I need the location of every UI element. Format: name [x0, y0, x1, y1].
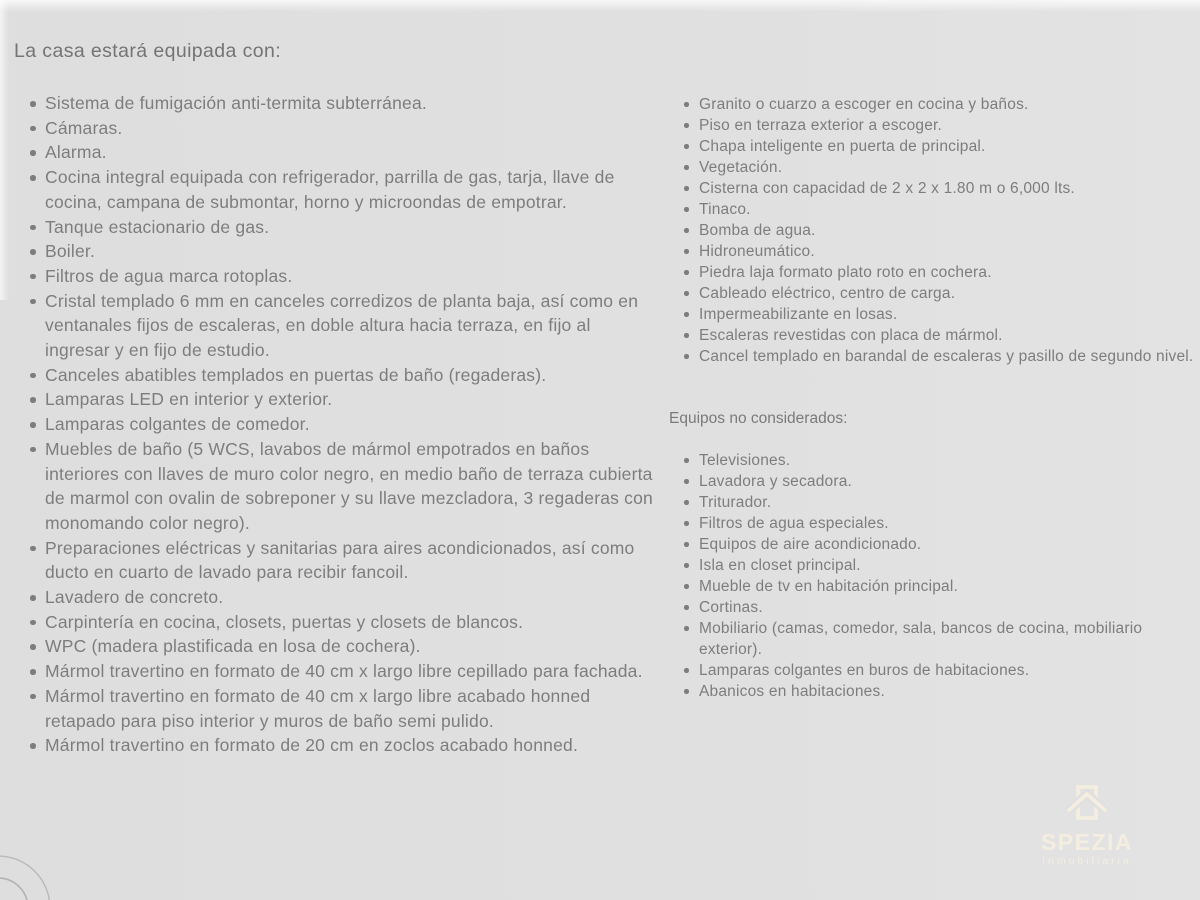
list-item [28, 387, 660, 412]
list-item [28, 437, 660, 536]
list-item-text: Muebles de baño (5 WCS, lavabos de mármol empotrados en baños interiores con llaves de muro color negro, en medio baño de terraza cubierta de marmol con ovalin de sobreponer y su llave mezcladora, 3 regaderas con monomando color negro). [45, 438, 653, 533]
list-item-text: Piedra laja formato plato roto en cochera. [699, 264, 992, 281]
list-item-text: Mueble de tv en habitación principal. [699, 578, 959, 595]
list-item-text: Impermeabilizante en losas. [699, 306, 898, 323]
list-item [682, 199, 1196, 220]
list-item [682, 241, 1196, 262]
list-item-text: Cocina integral equipada con refrigerador, parrilla de gas, tarja, llave de cocina, campana de submontar, horno y microondas de empotrar. [45, 167, 615, 212]
list-item-text: Lamparas colgantes en buros de habitaciones. [699, 662, 1030, 679]
list-item-text: Tanque estacionario de gas. [45, 216, 270, 237]
list-item [682, 115, 1196, 136]
list-item-text: Hidroneumático. [699, 243, 815, 260]
list-item [28, 264, 660, 289]
list-item-text: Boiler. [45, 241, 96, 262]
list-item [28, 733, 660, 758]
list-item [682, 346, 1196, 367]
list-item [682, 555, 1196, 576]
list-item [682, 597, 1196, 618]
list-item [28, 363, 660, 388]
list-item-text: Lamparas LED en interior y exterior. [45, 389, 333, 410]
list-item [682, 178, 1196, 199]
equipped-list [28, 91, 660, 758]
not-included-list [682, 450, 1196, 702]
list-item [682, 157, 1196, 178]
list-item [28, 116, 660, 141]
list-item [682, 304, 1196, 325]
list-item-text: Lavadero de concreto. [45, 587, 224, 608]
list-item-text: Mármol travertino en formato de 40 cm x largo libre cepillado para fachada. [45, 661, 643, 682]
list-item-text: Cortinas. [699, 599, 763, 616]
list-item [28, 585, 660, 610]
list-item [682, 136, 1196, 157]
included-list [682, 94, 1196, 367]
list-item-text: Preparaciones eléctricas y sanitarias para aires acondicionados, así como ducto en cuarto de lavado para recibir fancoil. [45, 537, 635, 583]
list-item-text: Tinaco. [699, 201, 751, 218]
not-included-title: Equipos no considerados: [669, 410, 848, 427]
list-item-text: Carpintería en cocina, closets, puertas y closets de blancos. [45, 611, 524, 632]
list-item [682, 325, 1196, 346]
list-item-text: Cancel templado en barandal de escaleras y pasillo de segundo nivel. [699, 348, 1194, 365]
list-item [682, 492, 1196, 513]
list-item [682, 450, 1196, 471]
list-item-text: Filtros de agua marca rotoplas. [45, 265, 293, 286]
logo-subtitle-text: Inmobiliaria [1042, 855, 1132, 867]
list-item [28, 536, 660, 585]
corner-arc-decoration [0, 840, 64, 900]
list-item-text: WPC (madera plastificada en losa de cochera). [45, 636, 421, 657]
list-item [682, 262, 1196, 283]
list-item [682, 283, 1196, 304]
list-item-text: Mármol travertino en formato de 20 cm en zoclos acabado honned. [45, 735, 579, 756]
list-item-text: Abanicos en habitaciones. [699, 683, 885, 700]
right-column [669, 94, 1196, 702]
list-item [682, 513, 1196, 534]
list-item-text: Escaleras revestidas con placa de mármol. [699, 327, 1003, 344]
list-item-text: Granito o cuarzo a escoger en cocina y baños. [699, 96, 1029, 113]
list-item [682, 576, 1196, 597]
page-title: La casa estará equipada con: [14, 40, 282, 62]
list-item-text: Canceles abatibles templados en puertas de baño (regaderas). [45, 364, 547, 385]
list-item [28, 412, 660, 437]
list-item [28, 659, 660, 684]
list-item [682, 94, 1196, 115]
list-item-text: Chapa inteligente en puerta de principal. [699, 138, 986, 155]
list-item-text: Sistema de fumigación anti-termita subterránea. [45, 93, 427, 113]
house-icon [1063, 784, 1111, 828]
list-item [682, 660, 1196, 681]
list-item-text: Cristal templado 6 mm en canceles corredizos de planta baja, así como en ventanales fijos de escaleras, en doble altura hacia terraza, en fijo al ingresar y en fijo de estudio. [45, 290, 639, 361]
list-item [28, 140, 660, 165]
list-item-text: Mármol travertino en formato de 40 cm x largo libre acabado honned retapado para piso interior y muros de baño semi pulido. [45, 685, 591, 731]
list-item [682, 471, 1196, 492]
list-item [28, 239, 660, 264]
list-item-text: Lamparas colgantes de comedor. [45, 414, 310, 435]
list-item-text: Televisiones. [699, 452, 791, 469]
list-item-text: Triturador. [699, 494, 772, 511]
list-item [28, 91, 660, 116]
list-item [28, 610, 660, 635]
list-item [28, 634, 660, 659]
logo-brand-text: SPEZIA [1040, 829, 1134, 855]
list-item-text: Piso en terraza exterior a escoger. [699, 117, 943, 134]
list-item-text: Bomba de agua. [699, 222, 816, 239]
list-item-text: Lavadora y secadora. [699, 473, 853, 490]
list-item [682, 618, 1196, 660]
list-item-text: Vegetación. [699, 159, 783, 176]
list-item [682, 681, 1196, 702]
list-item-text: Cableado eléctrico, centro de carga. [699, 285, 956, 302]
list-item [28, 289, 660, 363]
list-item-text: Mobiliario (camas, comedor, sala, bancos de cocina, mobiliario exterior). [699, 620, 1143, 658]
list-item [682, 220, 1196, 241]
list-item-text: Cisterna con capacidad de 2 x 2 x 1.80 m o 6,000 lts. [699, 180, 1075, 197]
list-item-text: Filtros de agua especiales. [699, 515, 889, 532]
list-item [28, 684, 660, 733]
list-item-text: Equipos de aire acondicionado. [699, 536, 922, 553]
spezia-logo [1026, 784, 1148, 868]
list-item [682, 534, 1196, 555]
list-item-text: Alarma. [45, 142, 107, 163]
list-item [28, 165, 660, 214]
list-item-text: Isla en closet principal. [699, 557, 861, 574]
list-item-text: Cámaras. [45, 117, 123, 138]
list-item [28, 215, 660, 240]
equipped-column [28, 91, 660, 758]
